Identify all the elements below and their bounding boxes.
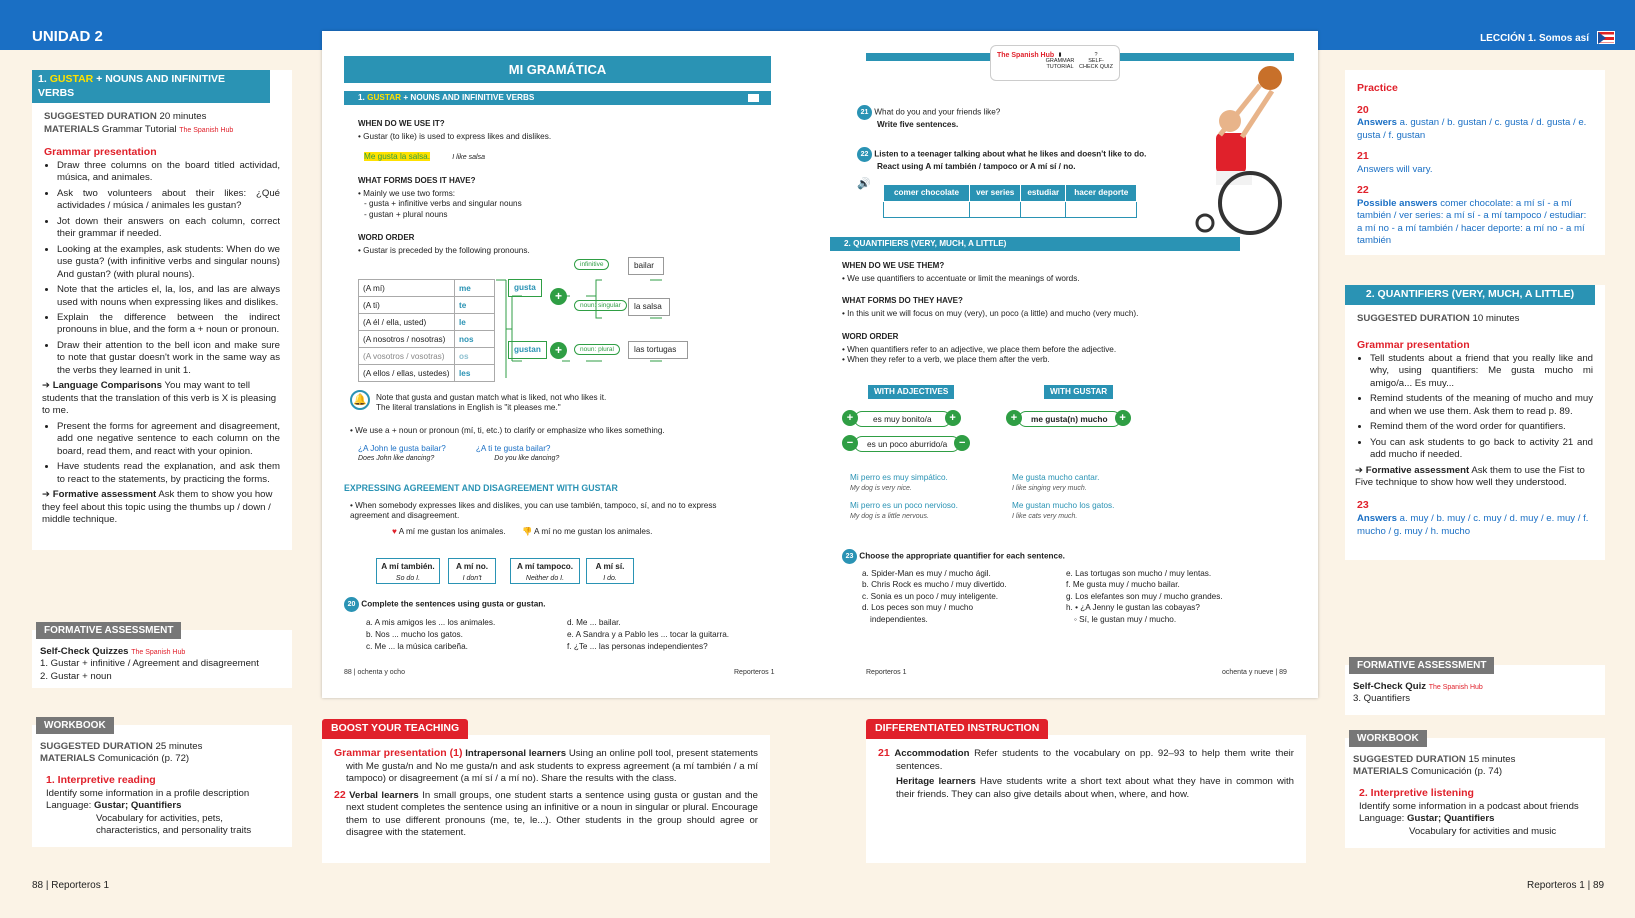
activity-number-23: 23 bbox=[842, 549, 857, 564]
activity-number-20: 20 bbox=[344, 597, 359, 612]
workbook-badge: WORKBOOK bbox=[36, 717, 114, 734]
practice-card: Practice 20 Answers a. gustan / b. gustan / c. gusta / d. gusta / e. gusta / f. gustan 21 Answers will vary. 22 Possible answers comer chocolate: a mí sí - a mí también / ver series: a mí sí - a mí tampoco / estudiar: a mí no - a mí también / hacer deporte: a mí no - a mí también bbox=[1345, 70, 1605, 255]
lesson-title: LECCIÓN 1. Somos así bbox=[1480, 33, 1589, 44]
self-check-quiz-button[interactable]: ? SELF-CHECK QUIZ bbox=[1079, 52, 1113, 70]
reply-si: A mí sí. I do. bbox=[586, 558, 634, 584]
activity-number-21: 21 bbox=[857, 105, 872, 120]
spanish-hub-logo: The Spanish Hub bbox=[131, 649, 186, 656]
reply-tampoco: A mí tampoco. Neither do I. bbox=[510, 558, 580, 584]
with-gustar-label: WITH GUSTAR bbox=[1044, 385, 1113, 399]
label-infinitive: infinitive bbox=[574, 259, 609, 270]
gustan-box: gustan bbox=[508, 341, 547, 359]
label-noun-plural: noun: plural bbox=[574, 344, 620, 355]
gustar-subheading: 1. GUSTAR + NOUNS AND INFINITIVE VERBS bbox=[344, 91, 771, 105]
plus-icon: + bbox=[550, 288, 567, 305]
footer-right-page: ochenta y nueve | 89 bbox=[1222, 669, 1287, 676]
boost-title: BOOST YOUR TEACHING bbox=[322, 719, 468, 739]
grammar-tutorial-button[interactable]: ▮ GRAMMAR TUTORIAL bbox=[1045, 52, 1075, 70]
example-un-poco: Mi perro es un poco nervioso. My dog is a little nervous. bbox=[850, 501, 958, 521]
example-mucho-1: Me gusta mucho cantar. I like singing very much. bbox=[1012, 473, 1100, 493]
book-spread bbox=[322, 31, 1318, 698]
example-muy: Mi perro es muy simpático. My dog is very nice. bbox=[850, 473, 948, 493]
word-bailar: bailar bbox=[628, 257, 664, 275]
arrow-icon: ➔ bbox=[42, 380, 51, 392]
quantifiers-explanation: WHEN DO WE USE THEM? • We use quantifiers to accentuate or limit the meanings of words. WHAT FORMS DO THEY HAVE? • In this unit we will focus on muy (very), un poco (a little) and mucho (very much). WORD ORDER • When quantifiers refer to an adjective, we place them before the adjective. • When they refer to a verb, we place them after the verb. bbox=[842, 261, 1139, 364]
spanish-hub-logo: The Spanish Hub bbox=[1428, 684, 1483, 691]
with-adjectives-label: WITH ADJECTIVES bbox=[868, 385, 954, 399]
footer-left-page-book: Reporteros 1 bbox=[734, 669, 775, 676]
audio-icon[interactable]: 🔊 bbox=[857, 178, 871, 190]
agreement-text: • When somebody expresses likes and dislikes, you can use también, tampoco, sí, and no to express agreement and disagreement. bbox=[350, 501, 717, 521]
pronoun-table: (A mí) me (A ti) te (A él / ella, usted) le (A nosotros / nosotras) nos (A vosotros / vosotras) os (A ellos / ellas, ustedes) les bbox=[358, 279, 495, 382]
workbook-badge: WORKBOOK bbox=[1349, 730, 1427, 747]
agree-statement-1: ♥ A mí me gustan los animales. bbox=[392, 527, 506, 536]
pill-un-poco: − es un poco aburrido/a − bbox=[842, 434, 970, 452]
activity-20-col1: a. A mis amigos les ... los animales. b. Nos ... mucho los gatos. c. Me ... la música caribeña. bbox=[366, 618, 496, 651]
arrow-icon: ➔ bbox=[1355, 464, 1364, 476]
spanish-hub-logo: The Spanish Hub bbox=[997, 52, 1055, 59]
activity-22: 22 Listen to a teenager talking about what he likes and doesn't like to do. React using A mí también / tampoco or A mí sí / no. bbox=[857, 147, 1187, 172]
activity-21: 21 What do you and your friends like? Write five sentences. bbox=[857, 105, 1177, 130]
hub-toolbar[interactable] bbox=[990, 45, 1120, 81]
right-teacher-note: 2. QUANTIFIERS (VERY, MUCH, A LITTLE) SUGGESTED DURATION 10 minutes Grammar presentation • Tell students about a friend that you really like and why, using quantifiers: Me gusta mucho mi amigo/a... Es muy... • Remind students of the meaning of mucho and muy and when we use them. Ask them to read p. 89. • Remind them of the word order for quantifiers. • You can ask students to go back to activity 21 and add mucho if needed. ➔ Formative assessment Ask them to use the Fist to Five technique to show how well they understood. 23 Answers a. muy / b. muy / c. muy / d. muy / e. muy / f. mucho / g. muy / h. mucho bbox=[1345, 285, 1605, 560]
differentiated-title: DIFFERENTIATED INSTRUCTION bbox=[866, 719, 1048, 739]
footer-left-page: 88 | ochenta y ocho bbox=[344, 669, 405, 676]
clarify-section: • We use a + noun or pronoun (mí, ti, etc.) to clarify or emphasize who likes something. ¿A John le gusta bailar? ¿A ti te gusta bailar? Does John like dancing? Do you like dancing? bbox=[350, 426, 665, 462]
reply-tambien: A mí también. So do I. bbox=[376, 558, 440, 584]
pill-mucho: + me gusta(n) mucho + bbox=[1006, 409, 1131, 427]
right-formative-card: FORMATIVE ASSESSMENT Self-Check Quiz The Spanish Hub 3. Quantifiers bbox=[1345, 665, 1605, 715]
reaction-grid: comer chocolate ver series estudiar hacer deporte bbox=[883, 184, 1137, 218]
wheelchair-athlete-image bbox=[1180, 63, 1300, 238]
agree-statement-2: 👎 A mí no me gustan los animales. bbox=[522, 527, 653, 536]
activity-23: 23 Choose the appropriate quantifier for each sentence. bbox=[842, 549, 1242, 564]
agreement-heading: EXPRESSING AGREEMENT AND DISAGREEMENT WITH GUSTAR bbox=[344, 483, 618, 493]
word-salsa: la salsa bbox=[628, 298, 670, 316]
right-note-heading: 2. QUANTIFIERS (VERY, MUCH, A LITTLE) bbox=[1345, 285, 1595, 305]
left-formative-card: FORMATIVE ASSESSMENT Self-Check Quizzes The Spanish Hub 1. Gustar + infinitive / Agreement and disagreement 2. Gustar + noun bbox=[32, 630, 292, 688]
left-note-heading: 1. GUSTAR + NOUNS AND INFINITIVE VERBS bbox=[32, 70, 270, 103]
plus-icon: + bbox=[550, 342, 567, 359]
left-teacher-note: 1. GUSTAR + NOUNS AND INFINITIVE VERBS SUGGESTED DURATION 20 minutes MATERIALS Grammar Tutorial The Spanish Hub Grammar presentation • Draw three columns on the board titled actividad, música, and animales. • Ask two volunteers about their likes: ¿Qué actividades / música / animales les gustan? • Jot down their answers on each column, correct their grammar if needed. • Looking at the examples, ask students: When do we use gusta? (with infinitive verbs and singular nouns) And gustan? (with plural nouns). • Note that the articles el, la, los, and las are always used with nouns when expressing likes and dislikes. • Explain the difference between the indirect pronouns in blue, and the form a + noun or pronoun. • Draw their attention to the bell icon and make sure to note that gustar doesn't work in the same way as the verbs they learned in unit 1. ➔ Language Comparisons You may want to tell students that the translation of this verb is X is pleasing to me. • Present the forms for agreement and disagreement, add one negative sentence to each column on the board, read them, and react with your opinion. • Have students read the explanation, and ask them to react to the statements, by practicing the forms. ➔ Formative assessment Ask them to show you how they feel about this topic using the thumbs up / down / middle technique. bbox=[32, 70, 292, 550]
unit-title: UNIDAD 2 bbox=[32, 28, 103, 45]
bell-icon: 🔔 bbox=[350, 390, 370, 410]
left-workbook-card: WORKBOOK SUGGESTED DURATION 25 minutes MATERIALS Comunicación (p. 72) 1. Interpretive reading Identify some information in a profile description Language: Gustar; Quantifiers Vocabulary for activities, pets, characteristics, and personality traits bbox=[32, 725, 292, 847]
label-noun-singular: noun: singular bbox=[574, 300, 627, 311]
arrow-icon: ➔ bbox=[42, 489, 51, 501]
formative-badge: FORMATIVE ASSESSMENT bbox=[1349, 657, 1494, 674]
flag-icon bbox=[1597, 31, 1615, 44]
formative-badge: FORMATIVE ASSESSMENT bbox=[36, 622, 181, 639]
quantifiers-subheading: 2. QUANTIFIERS (VERY, MUCH, A LITTLE) bbox=[830, 237, 1240, 251]
gustar-note: Note that gusta and gustan match what is liked, not who likes it. The literal translations in English is "it pleases me." bbox=[376, 393, 607, 413]
page-number-right: Reporteros 1 | 89 bbox=[1527, 880, 1605, 891]
gustar-explanation: WHEN DO WE USE IT? • Gustar (to like) is used to express likes and dislikes. Me gusta la salsa. I like salsa WHAT FORMS DOES IT HAVE? • Mainly we use two forms: - gusta + infinitive verbs and singular nouns - gustan + plural nouns WORD ORDER • Gustar is preceded by the following pronouns. bbox=[358, 119, 552, 255]
gusta-box: gusta bbox=[508, 279, 542, 297]
spanish-hub-logo: The Spanish Hub bbox=[179, 126, 234, 134]
reply-no: A mí no. I don't bbox=[448, 558, 496, 584]
example-mucho-2: Me gustan mucho los gatos. I like cats very much. bbox=[1012, 501, 1115, 521]
footer-right-page-book: Reporteros 1 bbox=[866, 669, 907, 676]
activity-number-22: 22 bbox=[857, 147, 872, 162]
activity-23-col2: e. Las tortugas son mucho / muy lentas. f. Me gusta muy / mucho bailar. g. Los elefantes son muy / mucho grandes. h. • ¿A Jenny le gustan las cobayas? ◦ Sí, le gustan muy / mucho. bbox=[1066, 569, 1223, 624]
boost-card: BOOST YOUR TEACHING Grammar presentation (1) Intrapersonal learners Using an online poll tool, present statements with Me gusta/n and No me gusta/n and ask students to express agreement (a mí también / a mí tampoco) or disagreement (a mí sí / a mí no). Share the results with the class. 22 Verbal learners In small groups, one student starts a sentence using gusta or gustan and the next student completes the sentence using an infinitive or a noun in singular or plural. Encourage them to use different pronouns (me, te, le...). Other students in the group should agree or disagree with the statement. bbox=[322, 735, 770, 863]
page-number-left: 88 | Reporteros 1 bbox=[32, 880, 110, 891]
mi-gramatica-title: MI GRAMÁTICA bbox=[344, 56, 771, 83]
right-workbook-card: WORKBOOK SUGGESTED DURATION 15 minutes MATERIALS Comunicación (p. 74) 2. Interpretive listening Identify some information in a podcast about friends Language: Gustar; Quantifiers Vocabulary for activities and music bbox=[1345, 738, 1605, 848]
pill-muy: + es muy bonito/a + bbox=[842, 409, 961, 427]
differentiated-card: DIFFERENTIATED INSTRUCTION 21 Accommodation Refer students to the vocabulary on pp. 92–93 to help them write their sentences. Heritage learners Have students write a short text about what they have in common with their friends. They can also give details about when, where, and how. bbox=[866, 735, 1306, 863]
activity-23-col1: a. Spider-Man es muy / mucho ágil. b. Chris Rock es mucho / muy divertido. c. Sonia es un poco / muy inteligente. d. Los peces son muy / mucho independientes. bbox=[862, 569, 1007, 624]
activity-20-col2: d. Me ... bailar. e. A Sandra y a Pablo les ... tocar la guitarra. f. ¿Te ... las personas independientes? bbox=[567, 618, 730, 651]
video-icon bbox=[748, 94, 759, 102]
word-tortugas: las tortugas bbox=[628, 341, 688, 359]
activity-20: 20 Complete the sentences using gusta or gustan. bbox=[344, 597, 764, 612]
